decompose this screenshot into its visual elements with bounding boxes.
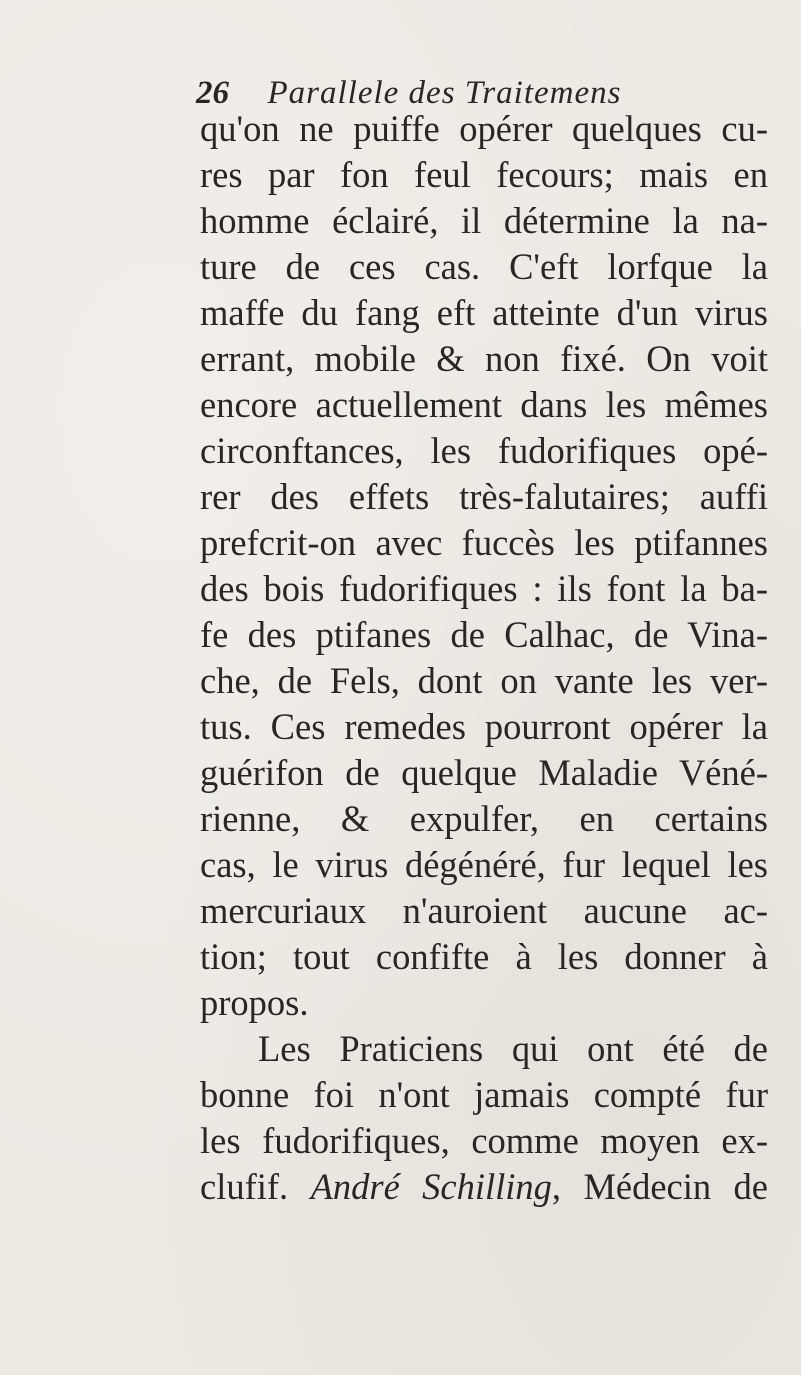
text-line: tion; tout confifte à les donner à	[200, 936, 768, 977]
running-title: Parallele des Traitemens	[267, 75, 622, 111]
text-line: guérifon de quelque Maladie Véné-	[200, 752, 768, 793]
text-line: bonne foi n'ont jamais compté fur	[200, 1074, 768, 1115]
text-line: rer des effets très-falutaires; auffi	[200, 476, 768, 517]
text-line: mercuriaux n'auroient aucune ac-	[200, 890, 768, 931]
text-line: cas, le virus dégénéré, fur lequel les	[200, 844, 768, 885]
text-line: des bois fudorifiques : ils font la ba-	[200, 568, 768, 609]
text-line: che, de Fels, dont on vante les ver-	[200, 660, 768, 701]
person-name: André Schilling	[310, 1166, 552, 1207]
text-line: maffe du fang eft atteinte d'un virus	[200, 292, 768, 333]
text-line: ture de ces cas. C'eft lorfque la	[200, 246, 768, 287]
paragraph-first-line: Les Praticiens qui ont été de	[258, 1028, 768, 1069]
text-line: encore actuellement dans les mêmes	[200, 384, 768, 425]
final-line-end: , Médecin de	[551, 1166, 768, 1207]
text-line: les fudorifiques, comme moyen ex-	[200, 1120, 768, 1161]
text-line: tus. Ces remedes pourront opérer la	[200, 706, 768, 747]
text-line: rienne, & expulfer, en certains	[200, 798, 768, 839]
text-line: res par fon feul fecours; mais en	[200, 154, 768, 195]
text-line: propos.	[200, 982, 309, 1023]
text-line: circonftances, les fudorifiques opé-	[200, 430, 768, 471]
final-line-start: clufif.	[200, 1166, 311, 1207]
text-line: errant, mobile & non fixé. On voit	[200, 338, 768, 379]
page-number: 26	[196, 75, 229, 111]
final-text-line	[200, 1164, 768, 1210]
text-line: qu'on ne puiffe opérer quelques cu-	[200, 108, 768, 149]
text-line: homme éclairé, il détermine la na-	[200, 200, 768, 241]
text-line: fe des ptifanes de Calhac, de Vina-	[200, 614, 768, 655]
text-line: prefcrit-on avec fuccès les ptifannes	[200, 522, 768, 563]
